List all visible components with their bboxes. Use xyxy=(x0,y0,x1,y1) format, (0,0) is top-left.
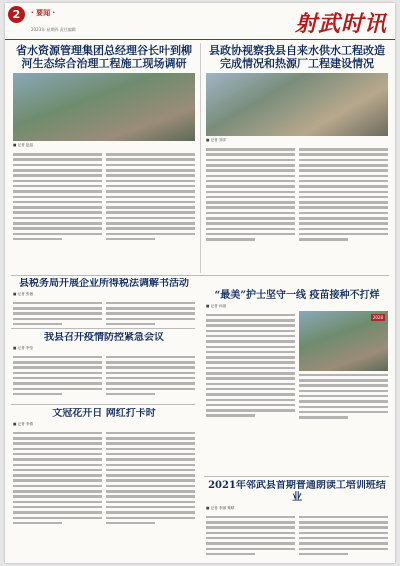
article-water-resources xyxy=(13,44,195,272)
article-nurse-vaccine xyxy=(206,278,388,474)
newspaper-page xyxy=(5,3,395,563)
article-headline: 省水资源管理集团总经理谷长叶到柳河生态综合治理工程施工现场调研 xyxy=(16,44,192,71)
article-photo xyxy=(299,311,388,371)
page-number: 2 xyxy=(8,6,25,23)
newspaper-brand: 射武时讯 xyxy=(294,11,387,37)
article-flower-checkin xyxy=(13,408,195,558)
photo-badge: 2028 xyxy=(372,315,383,320)
article-body xyxy=(206,145,388,243)
article-body xyxy=(13,299,195,326)
article-body xyxy=(13,353,195,398)
article-photo xyxy=(13,73,195,141)
article-photo xyxy=(206,73,388,136)
article-headline: 我县召开疫情防控紧急会议 xyxy=(44,332,164,343)
column-divider xyxy=(200,43,201,273)
article-headline: 县税务局开展企业所得税法调解书活动 xyxy=(19,278,189,289)
section-label: · 要闻 · xyxy=(31,9,56,17)
article-headline: 文冠花开日 网红打卡时 xyxy=(52,408,156,419)
article-tax-bureau xyxy=(13,278,195,326)
article-byline: ■ 记者 刘洋 xyxy=(206,138,227,143)
article-body xyxy=(206,513,388,558)
row-divider xyxy=(204,476,389,477)
row-divider xyxy=(11,404,195,405)
article-training-class xyxy=(206,480,388,558)
article-byline: ■ 记者 李丽 秦晴 xyxy=(206,506,235,510)
article-headline: 2021年邻武县首期普通朗读工培训班结业 xyxy=(208,480,386,503)
masthead xyxy=(5,3,395,40)
article-byline: ■ 记者 李倩 xyxy=(13,422,34,426)
dateline: 2023年 星期四 责任编辑 xyxy=(31,27,76,32)
article-epidemic-meeting xyxy=(13,332,195,402)
article-byline: ■ 记者 张薇 xyxy=(13,292,34,296)
row-divider xyxy=(11,275,389,276)
article-headline: 县政协视察我县自来水供水工程改造完成情况和热源厂工程建设情况 xyxy=(209,44,385,71)
article-body xyxy=(13,150,195,243)
article-body xyxy=(206,311,388,421)
row-divider xyxy=(11,328,195,329)
article-byline: ■ 记者 李莹 xyxy=(13,346,34,350)
article-body xyxy=(13,429,195,527)
article-byline: ■ 记者 孙丽 xyxy=(206,304,227,308)
article-headline: “最美”护士坚守一线 疫苗接种不打烊 xyxy=(214,290,380,301)
article-water-supply xyxy=(206,44,388,272)
article-byline: ■ 记者 赵晶 xyxy=(13,143,34,148)
